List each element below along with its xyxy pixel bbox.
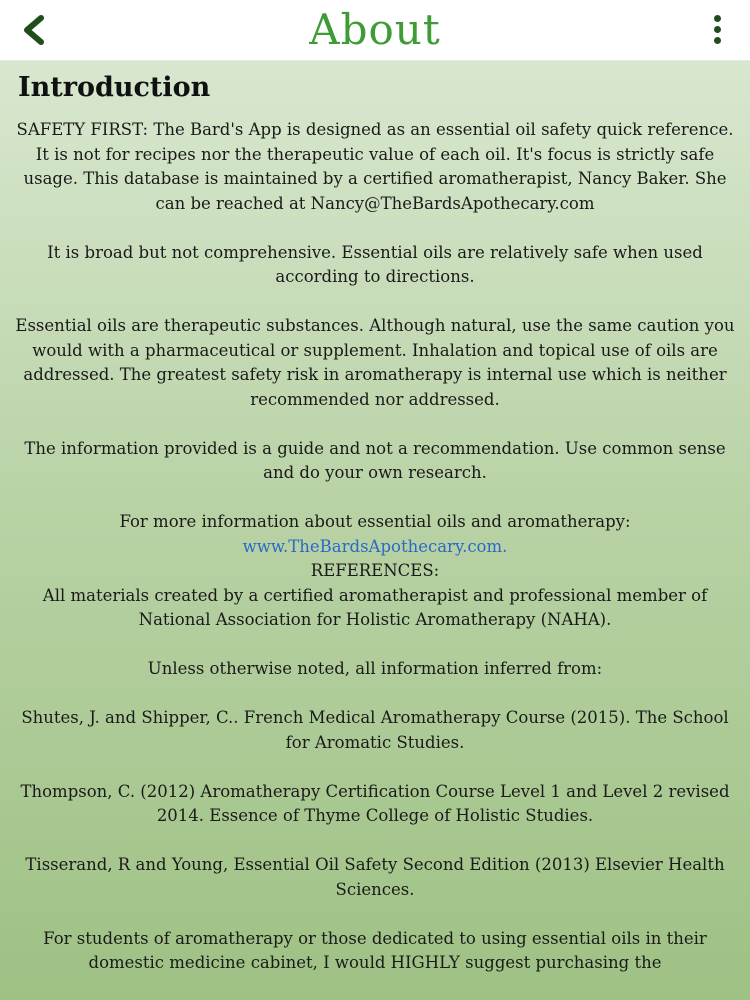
materials-paragraph: All materials created by a certified aromatherapist and professional member of National Association for Holistic Aromatherapy (NAHA). [42,585,708,629]
page-title: About [309,5,441,54]
references-label: REFERENCES: [310,561,440,580]
about-content[interactable] [0,60,750,1000]
overflow-menu-button[interactable] [702,12,732,46]
reference-tisserand: Tisserand, R and Young, Essential Oil Safety Second Edition (2013) Elsevier Health Sciences. [25,855,725,899]
website-link[interactable]: www.TheBardsApothecary.com. [242,536,508,556]
broad-paragraph: It is broad but not comprehensive. Essential oils are relatively safe when used according to directions. [47,242,703,286]
guide-paragraph: The information provided is a guide and not a recommendation. Use common sense and do your own research. [24,438,726,482]
menu-dot-icon [714,26,721,33]
app-header [0,0,750,61]
about-body [14,118,736,976]
inferred-paragraph: Unless otherwise noted, all information inferred from: [147,659,603,678]
therapeutic-paragraph: Essential oils are therapeutic substances. Although natural, use the same caution you would with a pharmaceutical or supplement. Inhalation and topical use of oils are addressed. The greatest safety risk in aromatherapy is internal use which is neither recommended nor addressed. [15,316,735,409]
more-info-paragraph: For more information about essential oils and aromatherapy: [119,512,631,531]
menu-dot-icon [714,15,721,22]
menu-dot-icon [714,37,721,44]
reference-shutes: Shutes, J. and Shipper, C.. French Medical Aromatherapy Course (2015). The School for Aromatic Studies. [21,708,729,752]
students-paragraph: For students of aromatherapy or those dedicated to using essential oils in their domestic medicine cabinet, I would HIGHLY suggest purchasing the [43,928,707,972]
reference-thompson: Thompson, C. (2012) Aromatherapy Certification Course Level 1 and Level 2 revised 2014. Essence of Thyme College of Holistic Studies. [20,781,730,825]
safety-paragraph: SAFETY FIRST: The Bard's App is designed as an essential oil safety quick reference. It is not for recipes nor the therapeutic value of each oil. It's focus is strictly safe usage. This database is maintained by a certified aromatherapist, Nancy Baker. She can be reached at Nancy@TheBardsApothecary.com [16,120,734,213]
section-heading: Introduction [18,72,211,103]
